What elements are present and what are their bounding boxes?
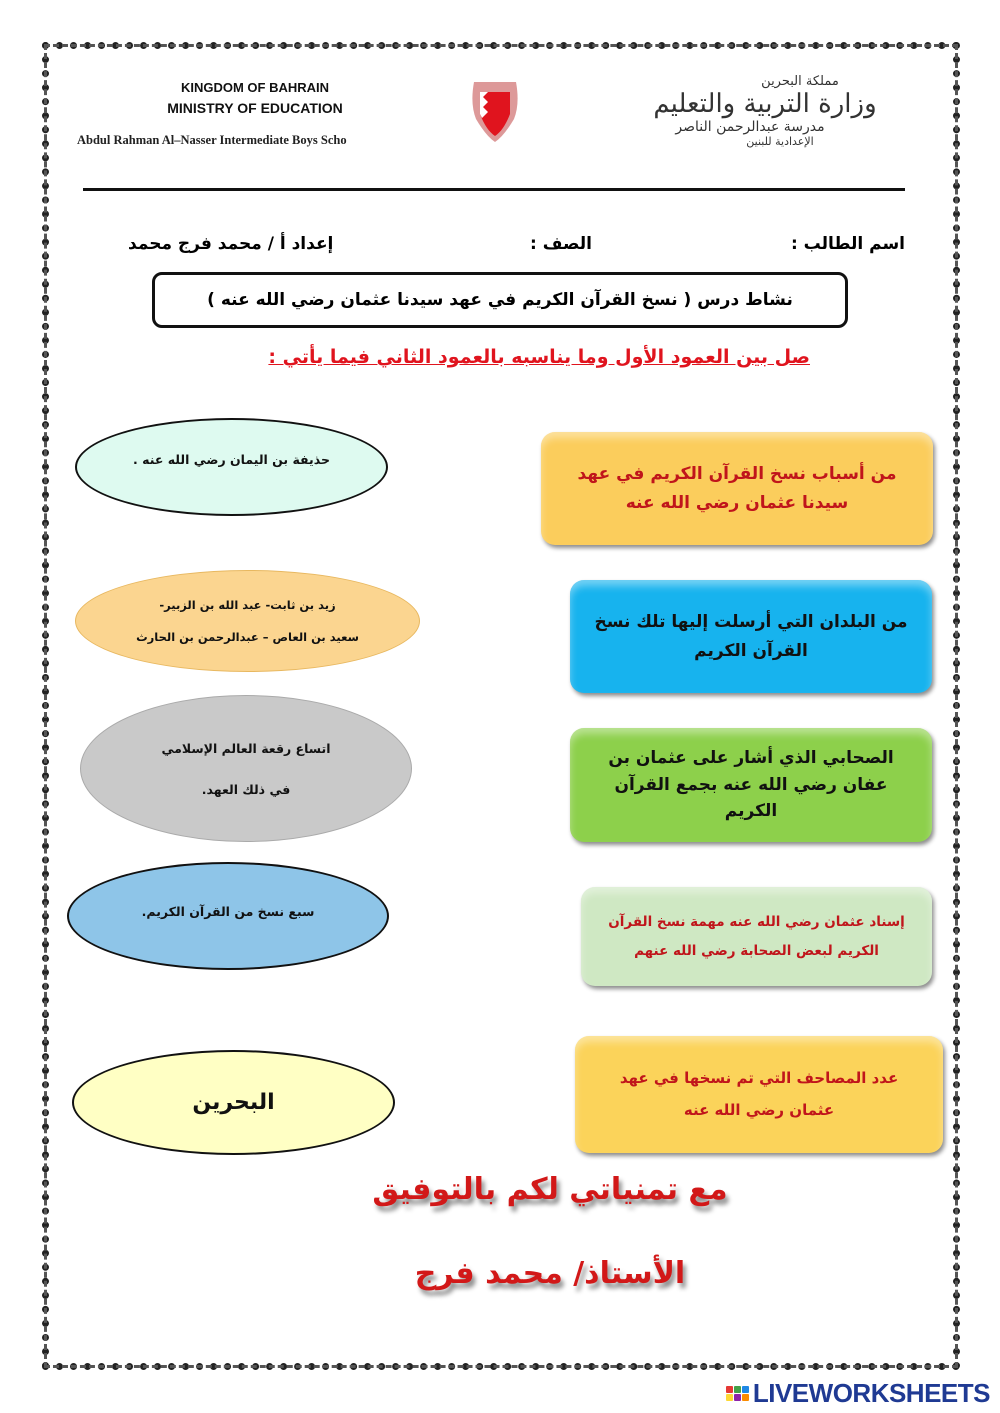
class-label: الصف : <box>530 234 592 254</box>
answer-text: زيد بن ثابت- عبد الله بن الزبير- <box>159 598 336 612</box>
answer-text: في ذلك العهد. <box>201 781 291 797</box>
school-name-en: Abdul Rahman Al–Nasser Intermediate Boys Scho <box>77 133 347 147</box>
answer-text: حذيفة بن اليمان رضي الله عنه . <box>133 452 330 467</box>
ministry-ar: وزارة التربية والتعليم <box>653 89 877 119</box>
question-text: من البلدان التي أرسلت إليها تلك نسخ <box>594 611 908 632</box>
answer-oval-3[interactable] <box>80 695 412 842</box>
answer-oval-1[interactable] <box>75 418 388 516</box>
school-ar-2: الإعدادية للبنين <box>746 135 814 148</box>
question-text: الصحابي الذي أشار على عثمان بن <box>608 748 894 769</box>
question-box-3[interactable] <box>570 728 932 842</box>
answer-text: اتساع رقعة العالم الإسلامي <box>161 740 331 756</box>
question-box-1[interactable] <box>541 432 933 545</box>
prepared-by: إعداد أ / محمد فرج محمد <box>128 234 334 254</box>
instruction: صل بين العمود الأول وما يناسبه بالعمود الثاني فيما يأتي : <box>268 346 810 368</box>
watermark-text: LIVEWORKSHEETS <box>752 1378 990 1408</box>
ministry-en: MINISTRY OF EDUCATION <box>167 100 343 116</box>
question-text: إسناد عثمان رضي الله عنه مهمة نسخ القرآن <box>608 914 905 931</box>
ministry-logo-ar <box>600 74 900 148</box>
lesson-title-box <box>152 272 848 328</box>
kingdom-ar: مملكة البحرين <box>761 74 839 89</box>
answer-text: سعيد بن العاص – عبدالرحمن بن الحارث <box>136 630 359 644</box>
answer-text: البحرين <box>192 1090 275 1115</box>
question-box-2[interactable] <box>570 580 932 693</box>
question-text: الكريم لبعض الصحابة رضي الله عنهم <box>634 942 879 959</box>
question-box-4[interactable] <box>581 887 932 986</box>
question-text: سيدنا عثمان رضي الله عنه <box>625 492 849 513</box>
answer-oval-2[interactable] <box>75 570 420 672</box>
header-divider <box>83 188 905 191</box>
answer-text: سبع نسخ من القرآن الكريم. <box>141 904 315 919</box>
bahrain-emblem-icon <box>468 74 522 144</box>
answer-oval-4[interactable] <box>67 862 389 970</box>
kingdom-en: KINGDOM OF BAHRAIN <box>180 80 330 95</box>
teacher-signature: الأستاذ/ محمد فرج <box>414 1256 686 1291</box>
question-text: عدد المصاحف التي تم نسخها في عهد <box>619 1069 899 1087</box>
school-ar-1: مدرسة عبدالرحمن الناصر <box>675 119 825 135</box>
question-text: من أسباب نسخ القرآن الكريم في عهد <box>577 463 897 484</box>
question-box-5[interactable] <box>575 1036 943 1153</box>
question-text: عفان رضي الله عنه بجمع القرآن الكريم <box>614 774 888 822</box>
question-text: عثمان رضي الله عنه <box>683 1100 835 1119</box>
question-text: القرآن الكريم <box>694 640 808 661</box>
liveworksheets-icon <box>726 1386 749 1401</box>
lesson-title: نشاط درس ( نسخ القرآن الكريم في عهد سيدنا عثمان رضي الله عنه ) <box>207 290 793 310</box>
student-name-label: اسم الطالب : <box>790 234 905 254</box>
liveworksheets-logo[interactable] <box>726 1378 990 1409</box>
answer-oval-5[interactable] <box>72 1050 395 1155</box>
wish-text: مع تمنياتي لكم بالتوفيق <box>372 1172 728 1207</box>
